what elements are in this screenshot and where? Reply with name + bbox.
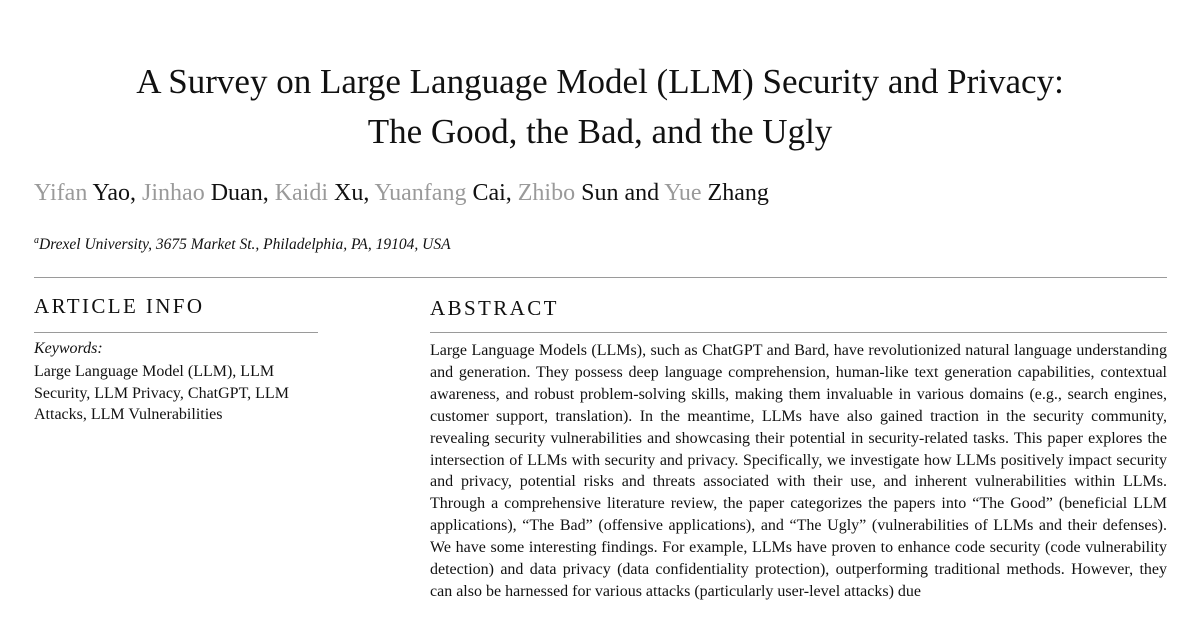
author-family-name: Cai	[472, 180, 506, 206]
paper-title-line-1: A Survey on Large Language Model (LLM) Security and Privacy:	[136, 62, 1064, 101]
keywords-list: Large Language Model (LLM), LLM Security, LLM Privacy, ChatGPT, LLM Attacks, LLM Vulnerabilities	[34, 363, 289, 423]
abstract-divider	[430, 332, 1167, 333]
author-family-name: Sun	[581, 180, 619, 206]
abstract-heading: ABSTRACT	[430, 296, 559, 320]
author-separator: ,	[130, 180, 143, 206]
affiliation	[34, 235, 451, 254]
author-separator: ,	[505, 180, 518, 206]
author-family-name: Xu	[334, 180, 364, 206]
keywords-label: Keywords:	[34, 340, 103, 357]
author	[34, 180, 142, 206]
header-divider	[34, 277, 1167, 278]
author	[664, 180, 769, 206]
author-given-name: Jinhao	[142, 180, 205, 206]
author-given-name: Yue	[664, 180, 702, 206]
author-separator: ,	[262, 180, 275, 206]
article-info-heading: ARTICLE INFO	[34, 294, 205, 318]
affiliation-mark: a	[34, 235, 39, 246]
author-given-name: Kaidi	[274, 180, 329, 206]
author-given-name: Yuanfang	[374, 180, 467, 206]
author-separator: and	[618, 180, 665, 206]
author	[275, 180, 375, 206]
author-family-name: Yao	[92, 180, 131, 206]
author-family-name: Duan	[210, 180, 263, 206]
author	[142, 180, 275, 206]
paper-title-line-2: The Good, the Bad, and the Ugly	[367, 112, 833, 151]
article-info-divider	[34, 332, 318, 333]
author	[518, 180, 664, 206]
author-separator: ,	[363, 180, 375, 206]
author-family-name: Zhang	[707, 180, 769, 206]
author-given-name: Zhibo	[517, 180, 576, 206]
author-given-name: Yifan	[34, 180, 88, 206]
author-list	[34, 177, 769, 209]
abstract-body: Large Language Models (LLMs), such as ChatGPT and Bard, have revolutionized natural language understanding and generation. They possess deep language comprehension, human-like text generation capabilities, contextual awareness, and robust problem-solving skills, making them invaluable in various domains (e.g., search engines, customer support, translation). In the meantime, LLMs have also gained traction in the security community, revealing security vulnerabilities and showcasing their potential in security-related tasks. This paper explores the intersection of LLMs with security and privacy. Specifically, we investigate how LLMs positively impact security and privacy, potential risks and threats associated with their use, and inherent vulnerabilities within LLMs. Through a comprehensive literature review, the paper categorizes the papers into “The Good” (beneficial LLM applications), “The Bad” (offensive applications), and “The Ugly” (vulnerabilities of LLMs and their defenses). We have some interesting findings. For example, LLMs have proven to enhance code security (code vulnerability detection) and data privacy (data confidentiality protection), outperforming traditional methods. However, they can also be harnessed for various attacks (particularly user-level attacks) due	[430, 342, 1167, 600]
affiliation-text: Drexel University, 3675 Market St., Philadelphia, PA, 19104, USA	[39, 236, 451, 254]
author	[374, 180, 517, 206]
